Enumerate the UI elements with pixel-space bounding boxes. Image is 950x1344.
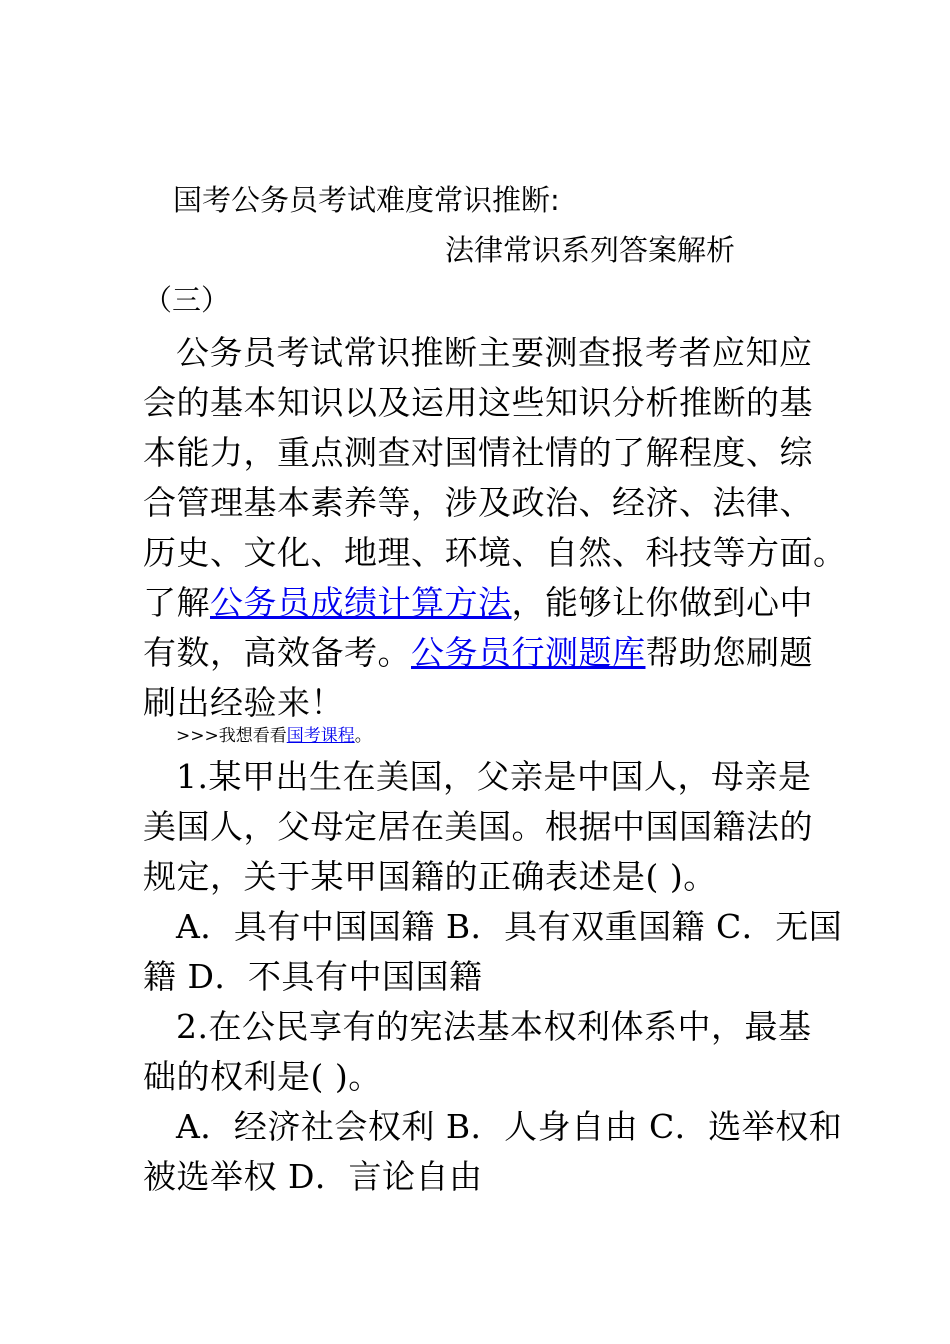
question-text: 础的权利是( )。 — [143, 1057, 382, 1096]
score-calculation-link[interactable]: 公务员成绩计算方法 — [210, 583, 512, 622]
question-options: 籍 D．不具有中国国籍 — [143, 957, 483, 996]
question-text: 规定，关于某甲国籍的正确表述是( )。 — [143, 857, 717, 896]
question-text: 1.某甲出生在美国，父亲是中国人，母亲是 — [176, 757, 812, 796]
course-prompt-text: >>>我想看看 — [176, 726, 287, 746]
intro-line: 历史、文化、地理、环境、自然、科技等方面。 — [143, 533, 847, 572]
question-bank-link[interactable]: 公务员行测题库 — [411, 633, 646, 672]
intro-line-with-link — [143, 583, 813, 622]
intro-line: 会的基本知识以及运用这些知识分析推断的基 — [143, 383, 813, 422]
course-prompt-suffix: 。 — [354, 726, 372, 746]
intro-text: ，能够让你做到心中 — [511, 583, 813, 622]
question-text: 美国人，父母定居在美国。根据中国国籍法的 — [143, 807, 813, 846]
title-line-1: 国考公务员考试难度常识推断: — [173, 183, 560, 217]
intro-line: 本能力，重点测查对国情社情的了解程度、综 — [143, 433, 813, 472]
question-options: 被选举权 D．言论自由 — [143, 1157, 483, 1196]
intro-text: 了解 — [143, 583, 210, 622]
course-prompt — [176, 728, 372, 745]
title-line-3: （三） — [143, 283, 231, 317]
question-text: 2.在公民享有的宪法基本权利体系中，最基 — [176, 1007, 812, 1046]
intro-text: 帮助您刷题 — [645, 633, 813, 672]
intro-text: 有数，高效备考。 — [143, 633, 411, 672]
question-options: A．具有中国国籍 B．具有双重国籍 C．无国 — [176, 907, 843, 946]
question-options: A．经济社会权利 B．人身自由 C．选举权和 — [176, 1107, 843, 1146]
intro-line: 合管理基本素养等，涉及政治、经济、法律、 — [143, 483, 813, 522]
intro-line: 刷出经验来！ — [143, 683, 344, 722]
course-link[interactable]: 国考课程 — [286, 726, 355, 746]
intro-line: 公务员考试常识推断主要测查报考者应知应 — [176, 333, 813, 372]
intro-line-with-link — [143, 633, 813, 672]
title-line-2: 法律常识系列答案解析 — [445, 233, 736, 267]
